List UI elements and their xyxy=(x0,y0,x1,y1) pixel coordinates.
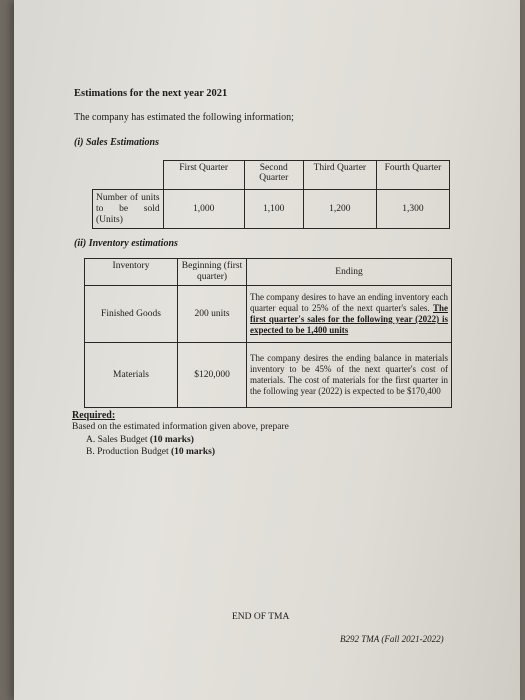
finished-goods-ending-text: The company desires to have an ending inventory each quarter equal to 25% of the next quarter's sales. xyxy=(250,292,448,313)
header-ending: Ending xyxy=(247,259,452,286)
header-beginning: Beginning (first quarter) xyxy=(178,259,247,286)
inventory-estimation-table xyxy=(84,258,452,408)
cell-finished-goods-ending xyxy=(247,286,452,343)
table-row xyxy=(85,343,452,408)
required-item-b xyxy=(86,447,215,457)
cell-finished-goods-beginning: 200 units xyxy=(178,286,247,343)
required-item-a-marks: (10 marks) xyxy=(149,435,194,445)
inventory-section-title: (ii) Inventory estimations xyxy=(74,238,178,249)
header-inventory: Inventory xyxy=(85,259,178,286)
cell-q2-units: 1,100 xyxy=(244,190,303,229)
finished-goods-ending-emphasis: The first quarter's sales for the following year (2022) is expected to be 1,400 units xyxy=(250,303,449,335)
sales-section-title: (i) Sales Estimations xyxy=(74,137,160,148)
header-first-quarter: First Quarter xyxy=(163,161,244,190)
table-corner-cell xyxy=(93,161,164,190)
cell-q3-units: 1,200 xyxy=(303,190,376,229)
required-item-b-label: B. Production Budget xyxy=(86,447,169,457)
header-third-quarter: Third Quarter xyxy=(303,161,376,190)
header-second-quarter: Second Quarter xyxy=(244,161,303,190)
table-row xyxy=(93,190,450,229)
row-label-units: Number of units to be sold (Units) xyxy=(93,190,164,229)
document-page xyxy=(14,0,520,700)
end-of-tma: END OF TMA xyxy=(232,612,290,622)
footer-course-code: B292 TMA (Fall 2021-2022) xyxy=(340,634,444,644)
required-item-b-marks: (10 marks) xyxy=(170,447,216,457)
required-title: Required: xyxy=(72,410,116,421)
cell-materials: Materials xyxy=(85,343,178,408)
cell-q4-units: 1,300 xyxy=(376,190,449,229)
cell-finished-goods: Finished Goods xyxy=(85,286,178,343)
table-row xyxy=(85,286,452,343)
cell-materials-ending: The company desires the ending balance in materials inventory to be 45% of the next quarter's cost of materials. The cost of materials for the first quarter in the following year (2022) is expected to be $170,400 xyxy=(247,343,452,408)
intro-text: The company has estimated the following information; xyxy=(74,112,294,123)
cell-materials-beginning: $120,000 xyxy=(178,343,247,408)
header-fourth-quarter: Fourth Quarter xyxy=(376,161,449,190)
required-text: Based on the estimated information given above, prepare xyxy=(72,422,289,432)
table-header-row xyxy=(85,259,452,286)
required-item-a xyxy=(86,435,194,445)
sales-estimation-table xyxy=(92,160,450,229)
table-header-row xyxy=(93,161,450,190)
document-heading: Estimations for the next year 2021 xyxy=(74,88,228,99)
required-item-a-label: A. Sales Budget xyxy=(86,435,148,445)
cell-q1-units: 1,000 xyxy=(163,190,244,229)
